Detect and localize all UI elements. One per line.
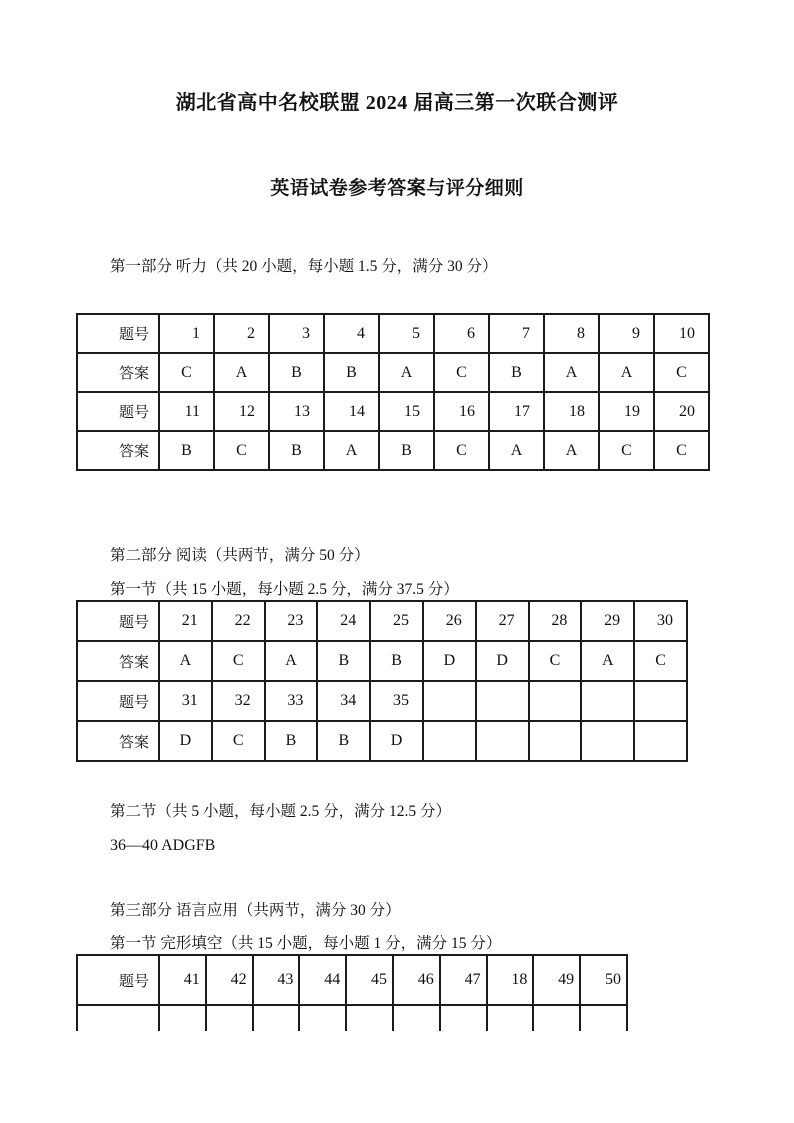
answer-cell: C — [212, 721, 265, 761]
question-number-cell: 24 — [317, 601, 370, 641]
question-number-cell: 9 — [599, 314, 654, 353]
answer-cell: C — [434, 353, 489, 392]
answer-cell: C — [599, 431, 654, 470]
question-number-cell: 7 — [489, 314, 544, 353]
question-number-cell: 25 — [370, 601, 423, 641]
question-number-cell — [206, 1005, 253, 1031]
answer-cell: B — [269, 353, 324, 392]
table-row — [77, 641, 687, 681]
row-label-cell: 题号 — [77, 601, 159, 641]
question-number-cell — [346, 1005, 393, 1031]
cloze-answer-table-clipped — [76, 954, 628, 1031]
row-label-cell: 题号 — [77, 681, 159, 721]
question-number-cell: 18 — [487, 955, 534, 1005]
question-number-cell: 41 — [159, 955, 206, 1005]
question-number-cell — [487, 1005, 534, 1031]
document-title: 湖北省高中名校联盟 2024 届高三第一次联合测评 — [175, 92, 619, 114]
answer-cell: A — [214, 353, 269, 392]
answer-cell: B — [159, 431, 214, 470]
answer-cell: A — [581, 641, 634, 681]
question-number-cell: 49 — [533, 955, 580, 1005]
question-number-cell: 20 — [654, 392, 709, 431]
table-row — [77, 601, 687, 641]
row-label-cell: 题号 — [77, 955, 159, 1005]
question-number-cell: 22 — [212, 601, 265, 641]
question-number-cell: 15 — [379, 392, 434, 431]
answer-cell: D — [476, 641, 529, 681]
question-number-cell: 42 — [206, 955, 253, 1005]
table-row — [77, 431, 709, 470]
answer-cell: B — [324, 353, 379, 392]
question-number-cell: 10 — [654, 314, 709, 353]
question-number-cell: 16 — [434, 392, 489, 431]
part2-section1-heading: 第一节（共 15 小题，每小题 2.5 分，满分 37.5 分） — [110, 581, 459, 598]
table-row — [77, 353, 709, 392]
question-number-cell — [476, 681, 529, 721]
question-number-cell: 45 — [346, 955, 393, 1005]
question-number-cell: 26 — [423, 601, 476, 641]
answer-cell: A — [544, 353, 599, 392]
question-number-cell — [299, 1005, 346, 1031]
question-number-cell: 34 — [317, 681, 370, 721]
question-number-cell — [581, 681, 634, 721]
answer-cell — [529, 721, 582, 761]
table-row — [77, 955, 627, 1005]
answer-cell: C — [654, 353, 709, 392]
answer-cell: A — [544, 431, 599, 470]
answer-cell: B — [265, 721, 318, 761]
reading-answer-table — [76, 600, 688, 762]
answer-cell — [634, 721, 687, 761]
question-number-cell: 27 — [476, 601, 529, 641]
answer-cell — [423, 721, 476, 761]
question-number-cell: 2 — [214, 314, 269, 353]
question-number-cell — [159, 1005, 206, 1031]
answer-cell — [581, 721, 634, 761]
question-number-cell: 11 — [159, 392, 214, 431]
answer-cell: C — [159, 353, 214, 392]
row-label-cell: 答案 — [77, 721, 159, 761]
row-label-cell: 答案 — [77, 431, 159, 470]
answer-cell: B — [317, 721, 370, 761]
question-number-cell: 3 — [269, 314, 324, 353]
answer-cell: A — [489, 431, 544, 470]
listening-answer-table — [76, 313, 710, 471]
row-label-cell: 答案 — [77, 641, 159, 681]
row-label-cell: 答案 — [77, 353, 159, 392]
question-number-cell: 47 — [440, 955, 487, 1005]
question-number-cell — [634, 681, 687, 721]
answer-cell: A — [324, 431, 379, 470]
question-number-cell: 50 — [580, 955, 627, 1005]
question-number-cell — [580, 1005, 627, 1031]
answer-cell — [476, 721, 529, 761]
question-number-cell: 32 — [212, 681, 265, 721]
part2-section2-heading: 第二节（共 5 小题，每小题 2.5 分，满分 12.5 分） — [110, 803, 452, 820]
question-number-cell — [440, 1005, 487, 1031]
question-number-cell: 13 — [269, 392, 324, 431]
question-number-cell — [529, 681, 582, 721]
question-number-cell: 23 — [265, 601, 318, 641]
answer-cell: A — [379, 353, 434, 392]
answer-cell: A — [599, 353, 654, 392]
question-number-cell: 33 — [265, 681, 318, 721]
table-row — [77, 392, 709, 431]
answer-cell: A — [265, 641, 318, 681]
question-number-cell — [533, 1005, 580, 1031]
question-number-cell: 4 — [324, 314, 379, 353]
table-row — [77, 681, 687, 721]
question-number-cell: 1 — [159, 314, 214, 353]
answer-cell: B — [317, 641, 370, 681]
answer-cell: C — [214, 431, 269, 470]
table-row — [77, 1005, 627, 1031]
question-number-cell: 28 — [529, 601, 582, 641]
question-number-cell: 21 — [159, 601, 212, 641]
question-number-cell: 30 — [634, 601, 687, 641]
question-number-cell: 35 — [370, 681, 423, 721]
question-number-cell: 14 — [324, 392, 379, 431]
answer-cell: D — [370, 721, 423, 761]
question-number-cell: 12 — [214, 392, 269, 431]
part3-language-use-heading: 第三部分 语言应用（共两节，满分 30 分） — [110, 902, 401, 919]
question-number-cell — [393, 1005, 440, 1031]
answer-cell: C — [212, 641, 265, 681]
question-number-cell: 18 — [544, 392, 599, 431]
answer-cell: C — [434, 431, 489, 470]
part3-section1-cloze-heading: 第一节 完形填空（共 15 小题，每小题 1 分，满分 15 分） — [110, 935, 502, 952]
question-number-cell — [423, 681, 476, 721]
question-number-cell: 46 — [393, 955, 440, 1005]
answer-cell: C — [634, 641, 687, 681]
document-subtitle: 英语试卷参考答案与评分细则 — [270, 178, 524, 199]
question-number-cell: 31 — [159, 681, 212, 721]
question-number-cell: 8 — [544, 314, 599, 353]
answer-cell: C — [529, 641, 582, 681]
question-number-cell: 44 — [299, 955, 346, 1005]
answer-cell: D — [423, 641, 476, 681]
question-number-cell: 29 — [581, 601, 634, 641]
answer-cell: B — [489, 353, 544, 392]
answer-cell: C — [654, 431, 709, 470]
question-number-cell: 17 — [489, 392, 544, 431]
row-label-cell: 题号 — [77, 392, 159, 431]
answer-cell: B — [269, 431, 324, 470]
part2-section2-answers: 36—40 ADGFB — [110, 837, 216, 854]
row-label-cell — [77, 1005, 159, 1031]
answer-cell: B — [370, 641, 423, 681]
part2-reading-heading: 第二部分 阅读（共两节，满分 50 分） — [110, 547, 370, 564]
answer-cell: A — [159, 641, 212, 681]
question-number-cell: 6 — [434, 314, 489, 353]
table-row — [77, 314, 709, 353]
part1-listening-heading: 第一部分 听力（共 20 小题，每小题 1.5 分，满分 30 分） — [110, 258, 498, 275]
answer-cell: D — [159, 721, 212, 761]
question-number-cell — [253, 1005, 300, 1031]
question-number-cell: 43 — [253, 955, 300, 1005]
row-label-cell: 题号 — [77, 314, 159, 353]
question-number-cell: 5 — [379, 314, 434, 353]
answer-cell: B — [379, 431, 434, 470]
question-number-cell: 19 — [599, 392, 654, 431]
table-row — [77, 721, 687, 761]
